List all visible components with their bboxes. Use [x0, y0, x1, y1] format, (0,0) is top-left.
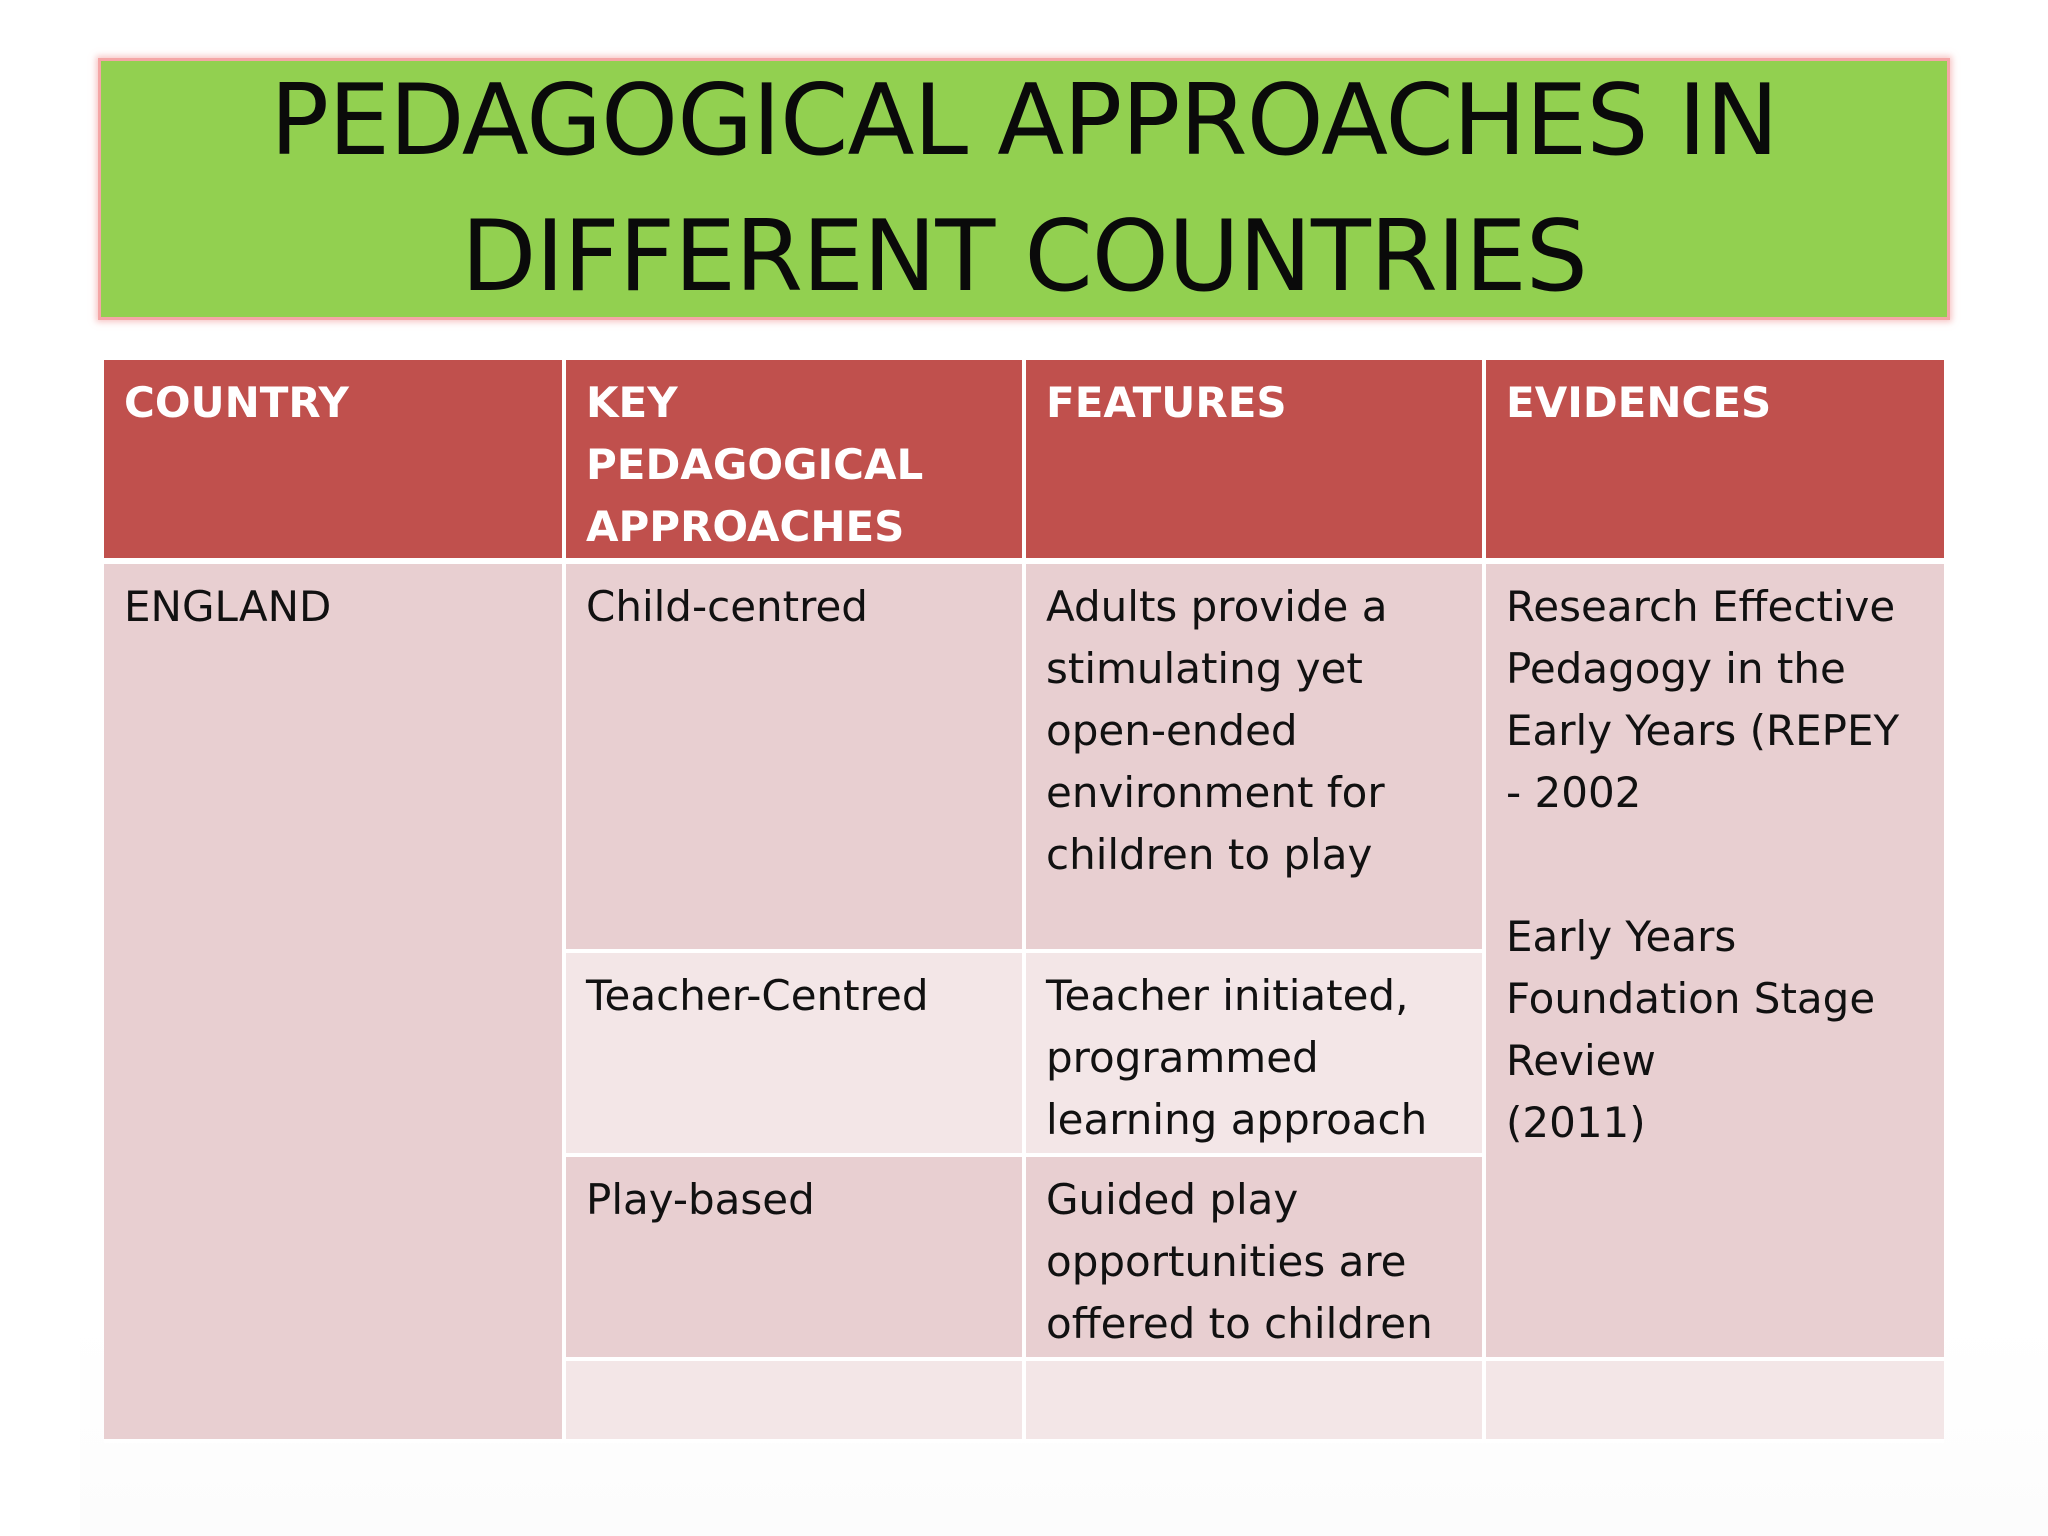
approach-label: Play-based	[586, 1175, 815, 1224]
approach-cell	[564, 561, 1024, 951]
feature-text: Guided play opportunities are offered to children	[1046, 1175, 1433, 1348]
approach-label: Child-centred	[586, 582, 868, 631]
evidence-second: Early Years Foundation Stage Review (2011)	[1506, 912, 1876, 1147]
empty-cell	[564, 1359, 1024, 1441]
feature-cell	[1024, 1155, 1484, 1359]
evidence-first: Research Effective Pedagogy in the Early Years (REPEY - 2002	[1506, 582, 1900, 817]
evidence-cell	[1484, 561, 1944, 1359]
approach-cell	[564, 1155, 1024, 1359]
header-evidences: EVIDENCES	[1484, 360, 1944, 561]
feature-text: Teacher initiated, programmed learning approach	[1046, 971, 1428, 1144]
title-box	[98, 58, 1950, 320]
approach-cell	[564, 951, 1024, 1155]
table-header-row	[104, 360, 1944, 561]
title-line-2: DIFFERENT COUNTRIES	[461, 200, 1587, 314]
feature-cell	[1024, 561, 1484, 951]
evidence-spacer	[1506, 824, 1924, 906]
approach-label: Teacher-Centred	[586, 971, 929, 1020]
country-cell	[104, 561, 564, 1441]
country-label: ENGLAND	[124, 582, 332, 631]
header-features: FEATURES	[1024, 360, 1484, 561]
feature-text: Adults provide a stimulating yet open-ended environment for children to play	[1046, 582, 1388, 879]
feature-cell	[1024, 951, 1484, 1155]
table-row	[104, 561, 1944, 951]
empty-cell	[1484, 1359, 1944, 1441]
approaches-table	[104, 360, 1944, 1443]
header-country: COUNTRY	[104, 360, 564, 561]
header-approaches: KEY PEDAGOGICAL APPROACHES	[564, 360, 1024, 561]
empty-cell	[1024, 1359, 1484, 1441]
title-line-1: PEDAGOGICAL APPROACHES IN	[270, 64, 1778, 178]
